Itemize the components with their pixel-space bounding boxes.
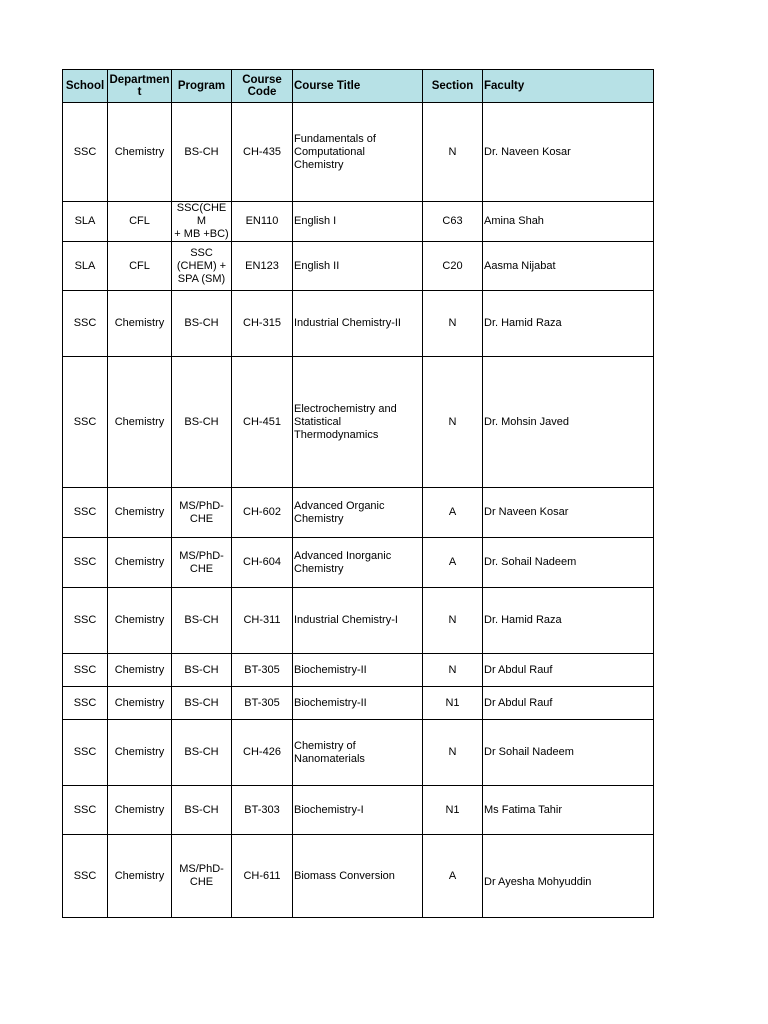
cell-faculty: Dr Naveen Kosar xyxy=(483,488,654,538)
cell-school: SSC xyxy=(63,103,108,202)
cell-course-code: BT-305 xyxy=(232,687,293,720)
table-header xyxy=(63,70,654,103)
cell-course-title: Industrial Chemistry-II xyxy=(293,291,423,357)
cell-section: N xyxy=(423,720,483,786)
cell-faculty: Dr. Sohail Nadeem xyxy=(483,538,654,588)
cell-course-title: Advanced Inorganic Chemistry xyxy=(293,538,423,588)
cell-program: BS-CH xyxy=(172,654,232,687)
cell-program: BS-CH xyxy=(172,687,232,720)
cell-department: Chemistry xyxy=(108,103,172,202)
table-row xyxy=(63,588,654,654)
cell-course-code: CH-311 xyxy=(232,588,293,654)
cell-course-title: Chemistry of Nanomaterials xyxy=(293,720,423,786)
cell-faculty: Aasma Nijabat xyxy=(483,242,654,291)
cell-department: Chemistry xyxy=(108,291,172,357)
cell-department: Chemistry xyxy=(108,538,172,588)
header-faculty: Faculty xyxy=(483,70,654,103)
cell-department: Chemistry xyxy=(108,488,172,538)
cell-school: SSC xyxy=(63,588,108,654)
table-row xyxy=(63,488,654,538)
cell-department: Chemistry xyxy=(108,588,172,654)
cell-course-code: CH-435 xyxy=(232,103,293,202)
table-row xyxy=(63,654,654,687)
table-row xyxy=(63,687,654,720)
cell-section: C20 xyxy=(423,242,483,291)
cell-school: SSC xyxy=(63,720,108,786)
cell-section: N1 xyxy=(423,687,483,720)
cell-section: N xyxy=(423,291,483,357)
cell-course-code: CH-604 xyxy=(232,538,293,588)
cell-section: A xyxy=(423,488,483,538)
table-row xyxy=(63,242,654,291)
cell-faculty: Dr. Mohsin Javed xyxy=(483,357,654,488)
cell-school: SLA xyxy=(63,202,108,242)
cell-faculty: Dr Sohail Nadeem xyxy=(483,720,654,786)
cell-school: SSC xyxy=(63,538,108,588)
cell-faculty: Dr Abdul Rauf xyxy=(483,654,654,687)
cell-school: SSC xyxy=(63,488,108,538)
table-body xyxy=(63,103,654,918)
cell-school: SSC xyxy=(63,357,108,488)
cell-course-title: English I xyxy=(293,202,423,242)
cell-course-code: CH-602 xyxy=(232,488,293,538)
cell-faculty: Dr Ayesha Mohyuddin xyxy=(483,835,654,918)
cell-course-title: Electrochemistry and Statistical Thermodynamics xyxy=(293,357,423,488)
cell-department: CFL xyxy=(108,242,172,291)
cell-course-code: BT-303 xyxy=(232,786,293,835)
cell-school: SLA xyxy=(63,242,108,291)
cell-section: N xyxy=(423,103,483,202)
cell-section: N xyxy=(423,588,483,654)
cell-course-title: Biochemistry-I xyxy=(293,786,423,835)
cell-course-code: CH-451 xyxy=(232,357,293,488)
header-program: Program xyxy=(172,70,232,103)
cell-department: Chemistry xyxy=(108,835,172,918)
header-course-code: Course Code xyxy=(232,70,293,103)
cell-program: BS-CH xyxy=(172,103,232,202)
cell-faculty: Dr. Hamid Raza xyxy=(483,291,654,357)
header-course-title: Course Title xyxy=(293,70,423,103)
table-row xyxy=(63,835,654,918)
cell-program: BS-CH xyxy=(172,786,232,835)
header-row xyxy=(63,70,654,103)
cell-section: N1 xyxy=(423,786,483,835)
table-row xyxy=(63,786,654,835)
cell-department: Chemistry xyxy=(108,687,172,720)
cell-school: SSC xyxy=(63,835,108,918)
cell-program: MS/PhD- CHE xyxy=(172,835,232,918)
course-allocation-table xyxy=(62,69,654,918)
cell-program: MS/PhD- CHE xyxy=(172,488,232,538)
cell-department: Chemistry xyxy=(108,786,172,835)
cell-program: BS-CH xyxy=(172,357,232,488)
table-row xyxy=(63,202,654,242)
cell-course-code: BT-305 xyxy=(232,654,293,687)
cell-department: Chemistry xyxy=(108,654,172,687)
cell-department: CFL xyxy=(108,202,172,242)
cell-course-code: EN110 xyxy=(232,202,293,242)
cell-course-title: Biochemistry-II xyxy=(293,687,423,720)
table-row xyxy=(63,291,654,357)
cell-course-code: CH-315 xyxy=(232,291,293,357)
cell-program: BS-CH xyxy=(172,588,232,654)
header-school: School xyxy=(63,70,108,103)
cell-course-title: English II xyxy=(293,242,423,291)
table-row xyxy=(63,103,654,202)
cell-course-code: CH-611 xyxy=(232,835,293,918)
cell-course-code: CH-426 xyxy=(232,720,293,786)
cell-faculty: Ms Fatima Tahir xyxy=(483,786,654,835)
table-row xyxy=(63,357,654,488)
cell-program: MS/PhD- CHE xyxy=(172,538,232,588)
cell-section: N xyxy=(423,357,483,488)
cell-program: BS-CH xyxy=(172,720,232,786)
cell-faculty: Dr. Hamid Raza xyxy=(483,588,654,654)
header-department: Departmen t xyxy=(108,70,172,103)
table-row xyxy=(63,538,654,588)
cell-course-title: Industrial Chemistry-I xyxy=(293,588,423,654)
cell-school: SSC xyxy=(63,786,108,835)
cell-course-title: Biochemistry-II xyxy=(293,654,423,687)
cell-course-code: EN123 xyxy=(232,242,293,291)
cell-school: SSC xyxy=(63,654,108,687)
cell-section: A xyxy=(423,835,483,918)
cell-faculty: Amina Shah xyxy=(483,202,654,242)
cell-department: Chemistry xyxy=(108,720,172,786)
table-row xyxy=(63,720,654,786)
header-section: Section xyxy=(423,70,483,103)
cell-section: C63 xyxy=(423,202,483,242)
cell-faculty: Dr Abdul Rauf xyxy=(483,687,654,720)
cell-school: SSC xyxy=(63,291,108,357)
cell-school: SSC xyxy=(63,687,108,720)
cell-section: A xyxy=(423,538,483,588)
cell-program: SSC (CHEM) + SPA (SM) xyxy=(172,242,232,291)
cell-course-title: Fundamentals of Computational Chemistry xyxy=(293,103,423,202)
cell-course-title: Biomass Conversion xyxy=(293,835,423,918)
cell-section: N xyxy=(423,654,483,687)
cell-program: SSC(CHEM + MB +BC) xyxy=(172,202,232,242)
cell-program: BS-CH xyxy=(172,291,232,357)
cell-course-title: Advanced Organic Chemistry xyxy=(293,488,423,538)
cell-department: Chemistry xyxy=(108,357,172,488)
cell-faculty: Dr. Naveen Kosar xyxy=(483,103,654,202)
